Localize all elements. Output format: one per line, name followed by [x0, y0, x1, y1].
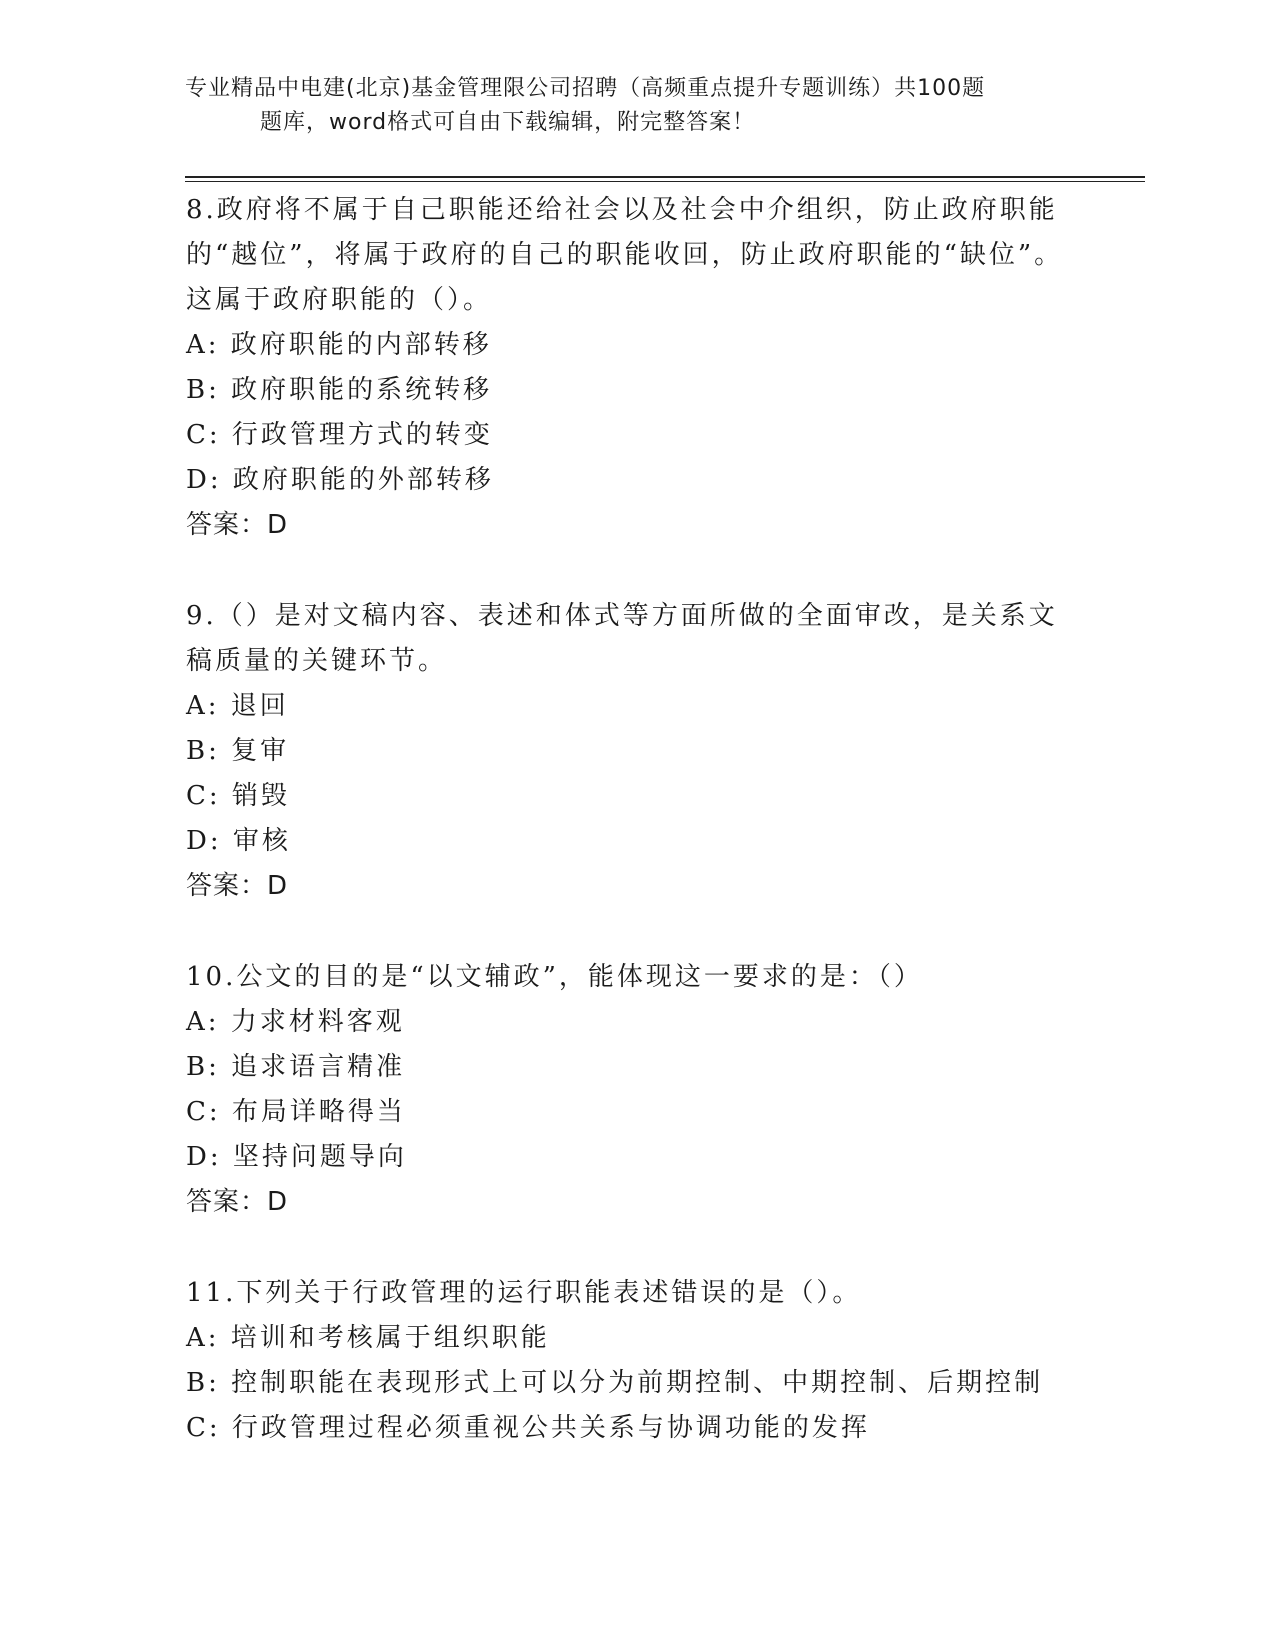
answer-line: 答案：D	[186, 510, 289, 540]
question-11	[186, 1271, 1066, 1451]
option-b: B: 复审	[186, 736, 290, 766]
question-8	[186, 188, 1066, 548]
question-stem: 8.政府将不属于自己职能还给社会以及社会中介组织，防止政府职能的“越位”，将属于政府的自己的职能收回，防止政府职能的“缺位”。这属于政府职能的（）。	[186, 195, 1064, 315]
option-d: D: 审核	[186, 826, 291, 856]
option-b: B: 政府职能的系统转移	[186, 375, 493, 405]
option-c: C: 布局详略得当	[186, 1097, 406, 1127]
option-d: D: 政府职能的外部转移	[186, 465, 494, 495]
option-a: A: 力求材料客观	[186, 1007, 405, 1037]
option-c: C: 行政管理过程必须重视公共关系与协调功能的发挥	[186, 1413, 870, 1443]
option-a: A: 政府职能的内部转移	[186, 330, 492, 360]
question-stem: 9.（）是对文稿内容、表述和体式等方面所做的全面审改，是关系文稿质量的关键环节。	[186, 601, 1058, 676]
option-a: A: 培训和考核属于组织职能	[186, 1323, 550, 1353]
question-stem: 10.公文的目的是“以文辅政”，能体现这一要求的是：（）	[186, 962, 923, 992]
header-rule-thin	[185, 181, 1145, 182]
question-9	[186, 594, 1066, 909]
option-c: C: 行政管理方式的转变	[186, 420, 493, 450]
option-b: B: 追求语言精准	[186, 1052, 406, 1082]
question-list	[186, 188, 1066, 1497]
option-b: B: 控制职能在表现形式上可以分为前期控制、中期控制、后期控制	[186, 1368, 1044, 1398]
header-title-line-2: 题库，word格式可自由下载编辑，附完整答案！	[260, 110, 756, 135]
answer-line: 答案：D	[186, 1187, 289, 1217]
question-stem: 11.下列关于行政管理的运行职能表述错误的是（）。	[186, 1278, 862, 1308]
option-c: C: 销毁	[186, 781, 290, 811]
option-d: D: 坚持问题导向	[186, 1142, 407, 1172]
document-header	[185, 72, 1055, 140]
header-rule-thick	[185, 176, 1145, 178]
question-10	[186, 955, 1066, 1225]
header-title-line-1: 专业精品中电建(北京)基金管理限公司招聘（高频重点提升专题训练）共100题	[185, 76, 986, 101]
option-a: A: 退回	[186, 691, 289, 721]
answer-line: 答案：D	[186, 871, 289, 901]
